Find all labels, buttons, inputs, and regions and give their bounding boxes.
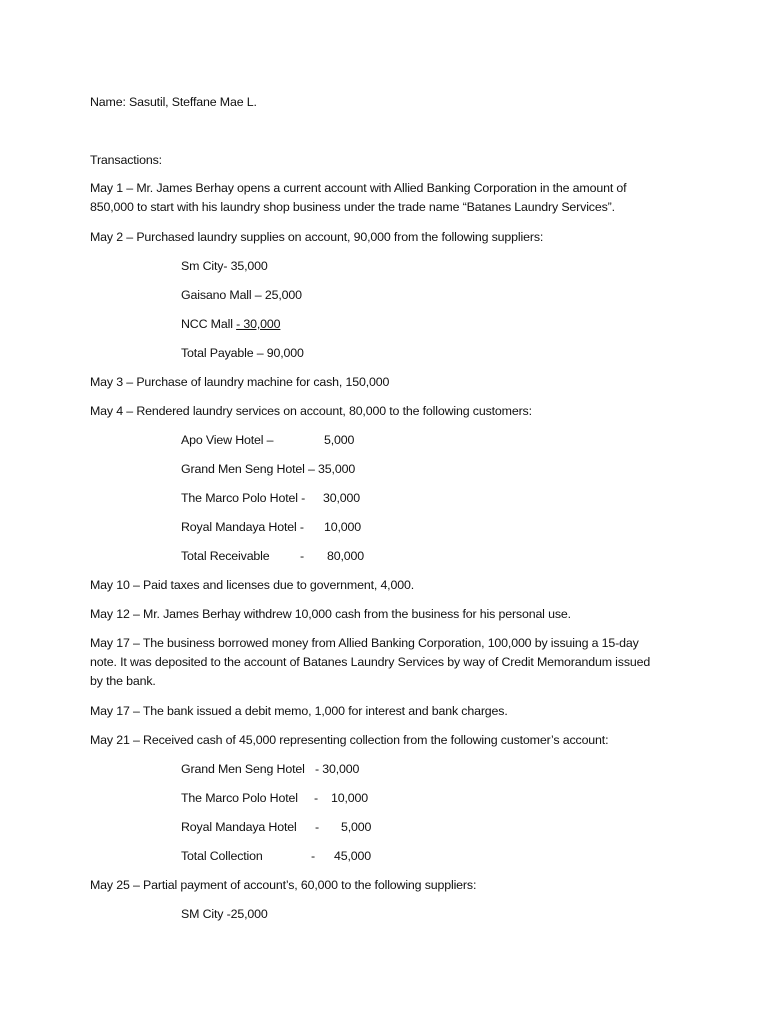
may21-item-value: 5,000: [341, 820, 372, 834]
may17a-line2: note. It was deposited to the account of Batanes Laundry Services by way of Credit Memorandum issued: [90, 655, 651, 669]
may21-item-dash: -: [311, 849, 315, 863]
may4-item: Total Receivable: [181, 549, 270, 563]
may1-line1: May 1 – Mr. James Berhay opens a current account with Allied Banking Corporation in the amount of: [90, 181, 627, 195]
may21-item: Royal Mandaya Hotel: [181, 820, 297, 834]
may21-item-dash: -: [314, 791, 318, 805]
may4-item: Apo View Hotel –: [181, 433, 274, 447]
may4-text: May 4 – Rendered laundry services on account, 80,000 to the following customers:: [90, 404, 532, 418]
may4-item-dash: -: [300, 549, 304, 563]
may2-item: Gaisano Mall – 25,000: [181, 288, 302, 302]
may1-line2: 850,000 to start with his laundry shop business under the trade name “Batanes Laundry Services”.: [90, 200, 615, 214]
may10-text: May 10 – Paid taxes and licenses due to government, 4,000.: [90, 578, 414, 592]
may21-item: The Marco Polo Hotel: [181, 791, 298, 805]
may21-item-dash: -: [315, 820, 319, 834]
may4-item: Royal Mandaya Hotel -: [181, 520, 304, 534]
may2-text: May 2 – Purchased laundry supplies on account, 90,000 from the following suppliers:: [90, 230, 544, 244]
may2-item-value: - 30,000: [236, 317, 281, 331]
may17a-line3: by the bank.: [90, 674, 156, 688]
may21-item-value: 10,000: [331, 791, 368, 805]
may21-item-value: 45,000: [334, 849, 371, 863]
may4-item-value: 10,000: [324, 520, 361, 534]
may21-item-value: - 30,000: [315, 762, 360, 776]
may4-item-value: 80,000: [327, 549, 364, 563]
may21-text: May 21 – Received cash of 45,000 representing collection from the following customer’s account:: [90, 733, 609, 747]
may25-item: SM City -25,000: [181, 907, 268, 921]
may2-item: [181, 317, 280, 331]
student-name: Name: Sasutil, Steffane Mae L.: [90, 95, 257, 109]
section-title: Transactions:: [90, 153, 162, 167]
may4-item-value: 5,000: [324, 433, 355, 447]
may17b-text: May 17 – The bank issued a debit memo, 1,000 for interest and bank charges.: [90, 704, 508, 718]
may4-item-value: 30,000: [323, 491, 360, 505]
may12-text: May 12 – Mr. James Berhay withdrew 10,000 cash from the business for his personal use.: [90, 607, 571, 621]
may3-text: May 3 – Purchase of laundry machine for cash, 150,000: [90, 375, 390, 389]
may2-item-label: NCC Mall: [181, 317, 237, 331]
may4-item: Grand Men Seng Hotel – 35,000: [181, 462, 356, 476]
may2-item: Total Payable – 90,000: [181, 346, 304, 360]
may21-item: Grand Men Seng Hotel: [181, 762, 305, 776]
may25-text: May 25 – Partial payment of account’s, 60,000 to the following suppliers:: [90, 878, 477, 892]
may21-item: Total Collection: [181, 849, 263, 863]
may4-item: The Marco Polo Hotel -: [181, 491, 306, 505]
may2-item: Sm City- 35,000: [181, 259, 268, 273]
may17a-line1: May 17 – The business borrowed money from Allied Banking Corporation, 100,000 by issuing a 15-day: [90, 636, 639, 650]
